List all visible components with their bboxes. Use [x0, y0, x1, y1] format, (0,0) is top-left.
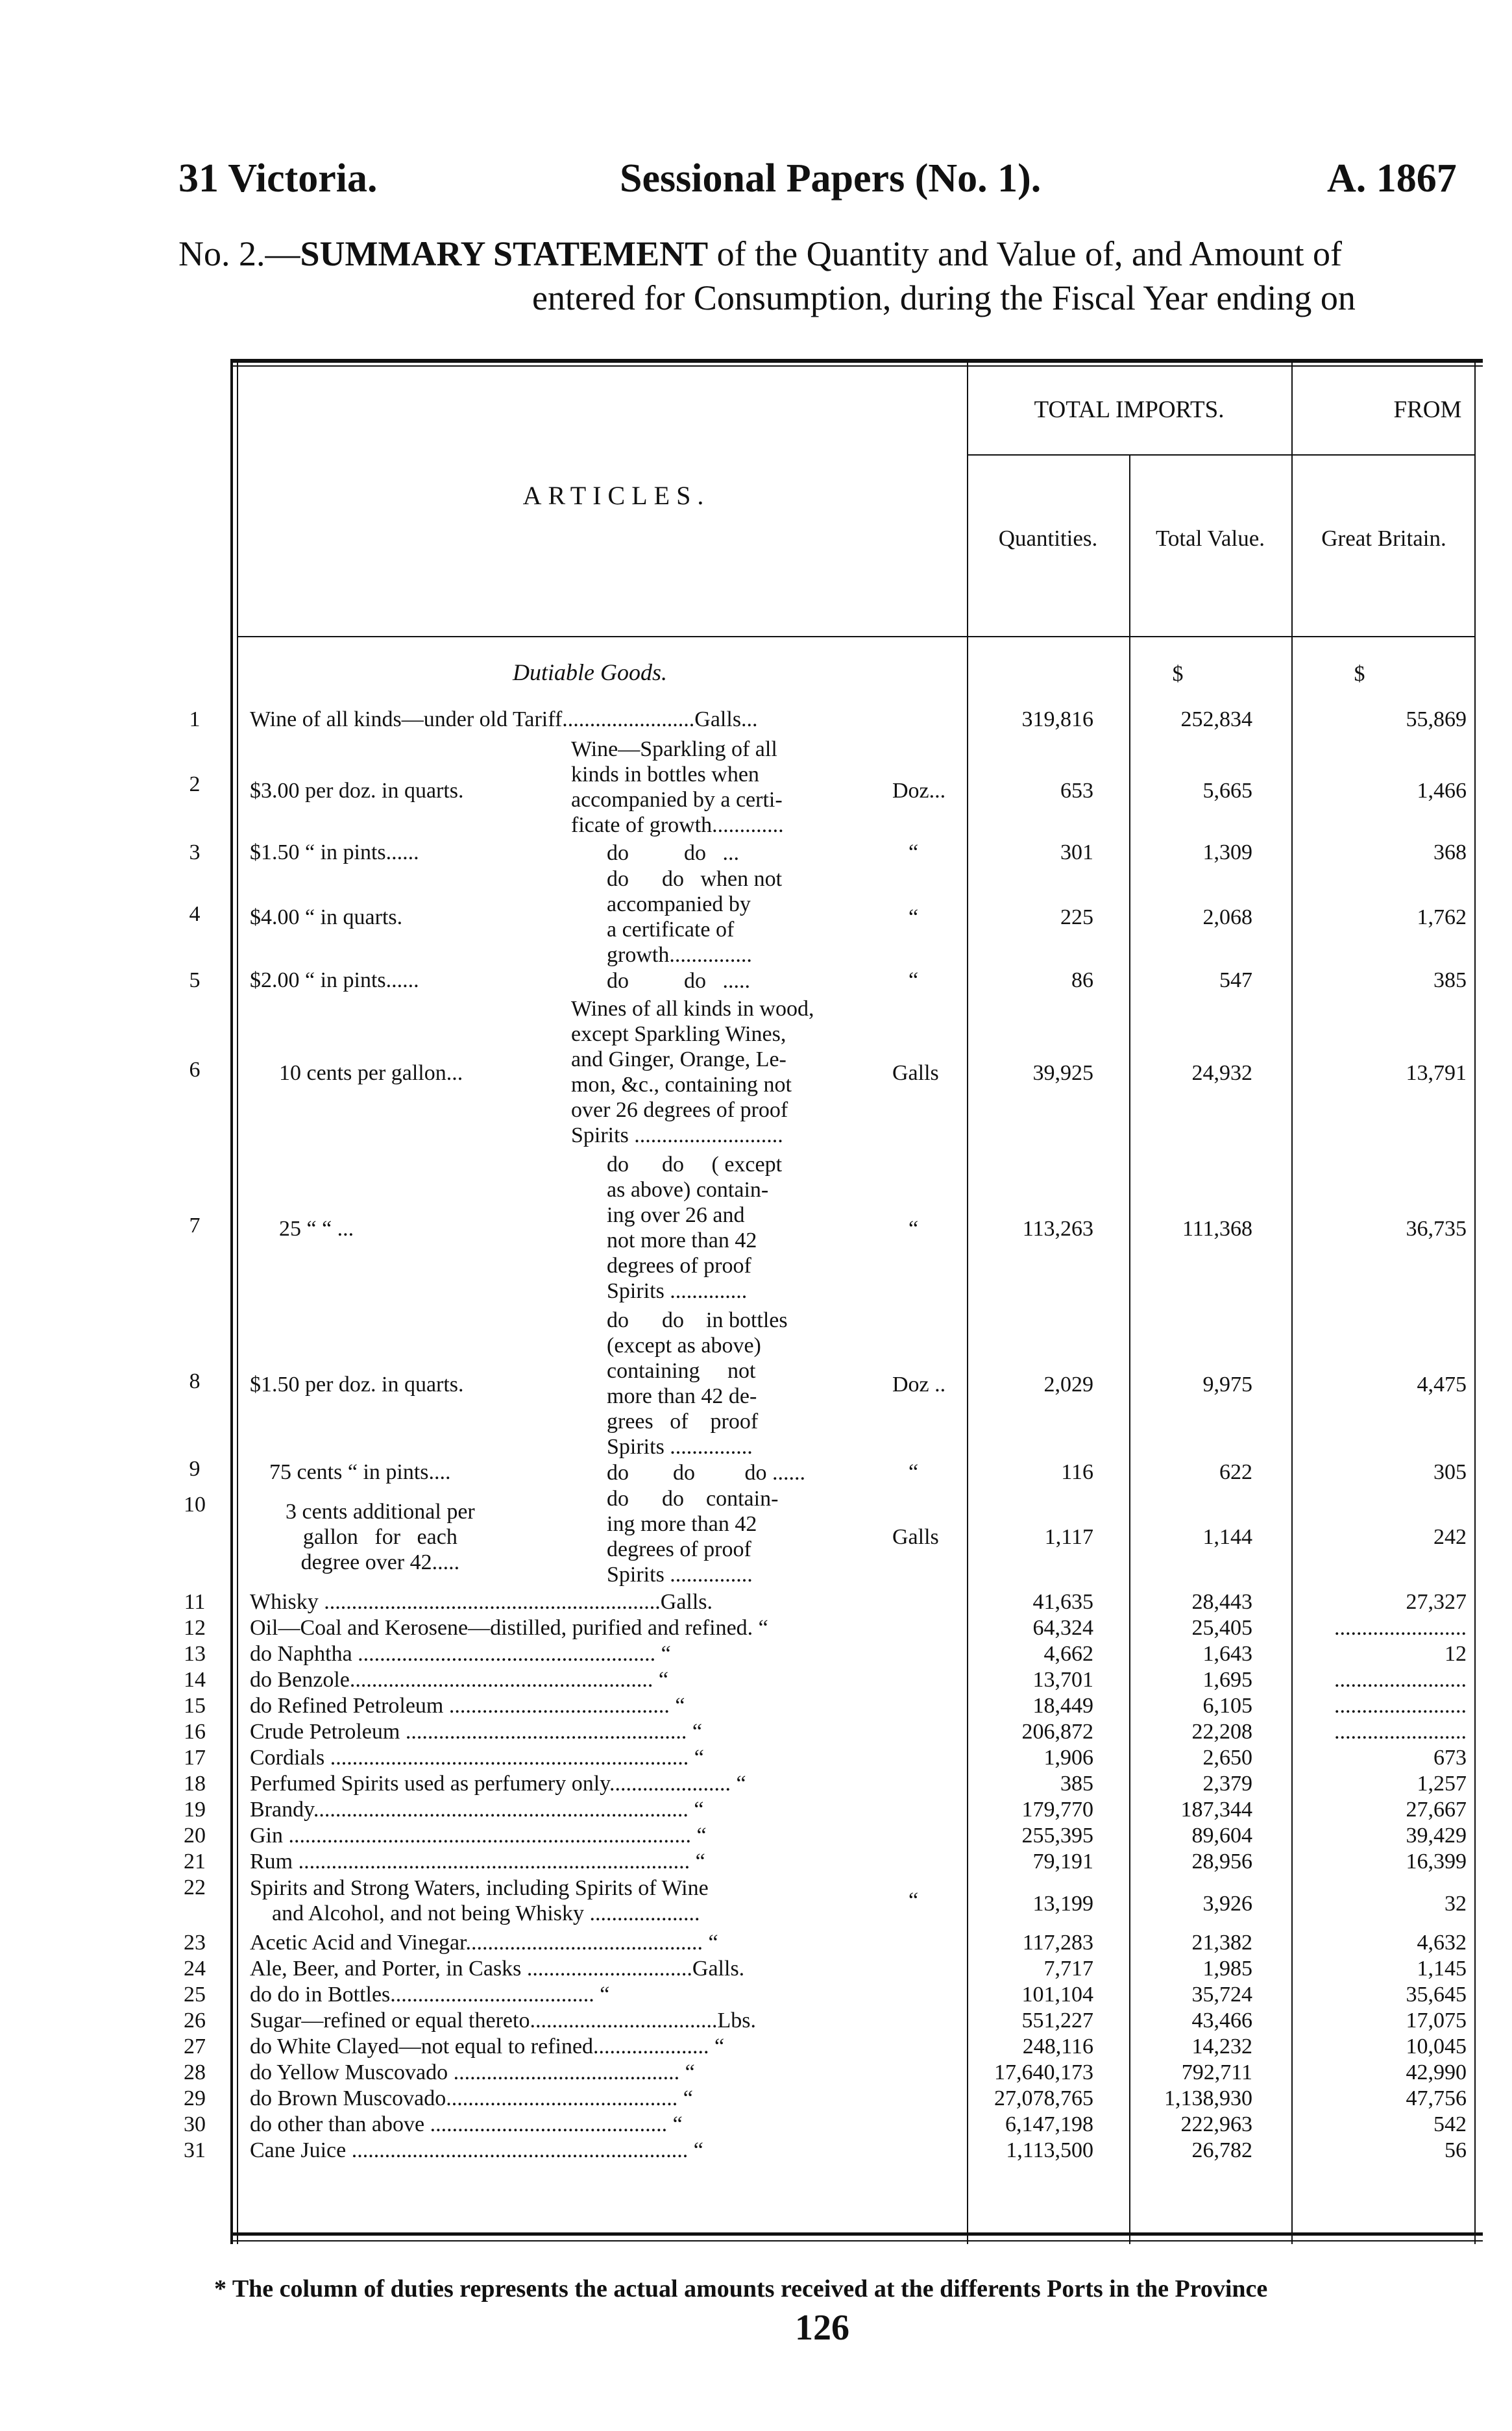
cell-great-britain: ........................	[1334, 1694, 1467, 1718]
cell-great-britain: 42,990	[1406, 2060, 1467, 2084]
cell-total-value: 89,604	[1191, 1824, 1252, 1848]
cell-quantity: 551,227	[1021, 2009, 1093, 2033]
cell-total-value: 22,208	[1191, 1720, 1252, 1744]
cell-great-britain: 36,735	[1406, 1217, 1467, 1241]
cell-quantity: 86	[1071, 968, 1093, 992]
table-bottom-rule	[230, 2232, 1483, 2236]
article-label: 3 cents additional per gallon for each degree over 42.....	[286, 1500, 475, 1574]
article-description: do do contain- ing more than 42 degrees of proof Spirits ...............	[607, 1487, 779, 1587]
col-rule-right	[1474, 359, 1476, 2244]
cell-quantity: 17,640,173	[994, 2060, 1093, 2084]
cell-quantity: 7,717	[1043, 1957, 1093, 1981]
row-number: 2	[189, 772, 201, 796]
row-number: 20	[184, 1824, 206, 1848]
article-unit: “	[908, 905, 919, 929]
col-header-quantities: Quantities.	[998, 526, 1098, 551]
article-label: do Yellow Muscovado ......................................... “	[250, 2060, 695, 2084]
cell-total-value: 43,466	[1191, 2009, 1252, 2033]
row-number: 1	[189, 707, 201, 731]
cell-great-britain: 368	[1433, 840, 1467, 864]
cell-total-value: 1,643	[1202, 1642, 1252, 1666]
article-label: $4.00 “ in quarts.	[250, 905, 403, 929]
cell-quantity: 179,770	[1021, 1798, 1093, 1822]
article-label: 25 “ “ ...	[279, 1217, 354, 1241]
article-label: $1.50 per doz. in quarts.	[250, 1373, 464, 1397]
article-unit: “	[908, 840, 919, 864]
row-number: 7	[189, 1214, 201, 1238]
cell-great-britain: 27,327	[1406, 1590, 1467, 1614]
row-number: 18	[184, 1772, 206, 1796]
cell-total-value: 547	[1219, 968, 1252, 992]
cell-total-value: 222,963	[1180, 2112, 1252, 2136]
cell-quantity: 39,925	[1032, 1061, 1093, 1085]
article-label: Sugar—refined or equal thereto..................................Lbs.	[250, 2009, 756, 2033]
cell-quantity: 1,113,500	[1006, 2138, 1093, 2162]
cell-total-value: 28,443	[1191, 1590, 1252, 1614]
table-title-line1	[178, 234, 1342, 274]
cell-total-value: 111,368	[1182, 1217, 1252, 1241]
cell-quantity: 18,449	[1032, 1694, 1093, 1718]
row-number: 19	[184, 1798, 206, 1822]
article-unit: Doz ..	[892, 1373, 946, 1397]
row-number: 28	[184, 2060, 206, 2084]
running-header-left: 31 Victoria.	[178, 156, 378, 201]
cell-total-value: 187,344	[1180, 1798, 1252, 1822]
cell-total-value: 14,232	[1191, 2034, 1252, 2058]
row-number: 4	[189, 902, 201, 926]
row-number: 23	[184, 1931, 206, 1955]
article-description: do do when not accompanied by a certificate of growth...............	[607, 867, 783, 967]
article-description: do do ( except as above) contain- ing over 26 and not more than 42 degrees of proof Spirits ..............	[607, 1153, 783, 1303]
cell-quantity: 6,147,198	[1005, 2112, 1093, 2136]
row-number: 15	[184, 1694, 206, 1718]
table-top-rule	[230, 359, 1483, 363]
row-number: 11	[184, 1590, 206, 1614]
article-unit: “	[908, 1460, 919, 1484]
row-number: 3	[189, 840, 201, 864]
cell-quantity: 13,199	[1032, 1892, 1093, 1916]
cell-great-britain: 1,466	[1417, 779, 1467, 803]
cell-total-value: 2,650	[1202, 1746, 1252, 1770]
article-label: Ale, Beer, and Porter, in Casks ..............................Galls.	[250, 1957, 745, 1981]
cell-total-value: 1,985	[1202, 1957, 1252, 1981]
cell-total-value: 1,144	[1202, 1525, 1252, 1549]
row-number: 30	[184, 2112, 206, 2136]
article-label: do other than above ........................................... “	[250, 2112, 683, 2136]
article-label: Acetic Acid and Vinegar........................................... “	[250, 1931, 718, 1955]
article-label: Whisky .............................................................Galls.	[250, 1590, 713, 1614]
article-unit: Doz...	[892, 779, 946, 803]
col-rule-qty	[967, 359, 968, 2244]
cell-great-britain: 1,762	[1417, 905, 1467, 929]
cell-great-britain: 55,869	[1406, 707, 1467, 731]
col-rule-val	[1129, 454, 1130, 2244]
table-title-line2: entered for Consumption, during the Fiscal Year ending on	[532, 278, 1356, 317]
cell-great-britain: 1,257	[1417, 1772, 1467, 1796]
cell-quantity: 2,029	[1043, 1373, 1093, 1397]
table-top-rule-thin	[230, 365, 1483, 367]
row-number: 22	[184, 1875, 206, 1900]
row-number: 10	[184, 1493, 206, 1517]
cell-quantity: 79,191	[1032, 1850, 1093, 1874]
cell-total-value: 24,932	[1191, 1061, 1252, 1085]
cell-quantity: 117,283	[1022, 1931, 1093, 1955]
row-number: 26	[184, 2009, 206, 2033]
cell-total-value: 3,926	[1202, 1892, 1252, 1916]
cell-great-britain: 32	[1445, 1892, 1467, 1916]
row-number: 8	[189, 1369, 201, 1393]
cell-great-britain: ........................	[1334, 1720, 1467, 1744]
row-number: 17	[184, 1746, 206, 1770]
article-label: 75 cents “ in pints....	[269, 1460, 451, 1484]
row-number: 6	[189, 1058, 201, 1082]
row-number: 16	[184, 1720, 206, 1744]
article-unit: “	[908, 968, 919, 992]
cell-total-value: 28,956	[1191, 1850, 1252, 1874]
table-bottom-rule-thin	[230, 2240, 1483, 2242]
cell-great-britain: 12	[1445, 1642, 1467, 1666]
cell-great-britain: ........................	[1334, 1668, 1467, 1692]
article-label: Oil—Coal and Kerosene—distilled, purified and refined. “	[250, 1616, 768, 1640]
title-prefix: No. 2.—	[178, 234, 300, 273]
article-label: do Benzole....................................................... “	[250, 1668, 668, 1692]
title-rest: of the Quantity and Value of, and Amount of	[708, 234, 1342, 273]
cell-quantity: 27,078,765	[994, 2086, 1093, 2110]
cell-total-value: 2,068	[1202, 905, 1252, 929]
cell-great-britain: 39,429	[1406, 1824, 1467, 1848]
row-number: 31	[184, 2138, 206, 2162]
cell-quantity: 1,117	[1044, 1525, 1093, 1549]
article-label: Wine of all kinds—under old Tariff........................Galls...	[250, 707, 758, 731]
row-number: 21	[184, 1850, 206, 1874]
cell-great-britain: 305	[1433, 1460, 1467, 1484]
cell-great-britain: 385	[1433, 968, 1467, 992]
article-unit: “	[908, 1217, 919, 1241]
cell-total-value: 25,405	[1191, 1616, 1252, 1640]
row-number: 14	[184, 1668, 206, 1692]
article-unit: Galls	[892, 1525, 939, 1549]
row-number: 29	[184, 2086, 206, 2110]
cell-great-britain: 13,791	[1406, 1061, 1467, 1085]
article-label: do White Clayed—not equal to refined..................... “	[250, 2034, 725, 2058]
cell-quantity: 255,395	[1021, 1824, 1093, 1848]
cell-total-value: 6,105	[1202, 1694, 1252, 1718]
page-number: 126	[795, 2308, 849, 2348]
row-number: 5	[189, 968, 201, 992]
cell-great-britain: 35,645	[1406, 1983, 1467, 2007]
article-label: $2.00 “ in pints......	[250, 968, 419, 992]
cell-quantity: 41,635	[1032, 1590, 1093, 1614]
row-number: 12	[184, 1616, 206, 1640]
cell-total-value: 1,309	[1202, 840, 1252, 864]
article-label: do Refined Petroleum ........................................ “	[250, 1694, 685, 1718]
cell-great-britain: 673	[1433, 1746, 1467, 1770]
article-description: do do do ......	[607, 1461, 805, 1485]
article-label: Brandy.................................................................... “	[250, 1798, 704, 1822]
cell-total-value: 5,665	[1202, 779, 1252, 803]
cell-total-value: 9,975	[1202, 1373, 1252, 1397]
cell-great-britain: 10,045	[1406, 2034, 1467, 2058]
cell-total-value: 35,724	[1191, 1983, 1252, 2007]
article-description: do do ...	[607, 841, 739, 865]
cell-great-britain: 47,756	[1406, 2086, 1467, 2110]
article-label: Perfumed Spirits used as perfumery only...................... “	[250, 1772, 746, 1796]
col-header-total-imports: TOTAL IMPORTS.	[1034, 397, 1225, 423]
header-bottom-rule	[237, 636, 1474, 637]
cell-total-value: 2,379	[1202, 1772, 1252, 1796]
article-unit: “	[908, 1888, 919, 1912]
cell-quantity: 301	[1060, 840, 1093, 864]
article-label: $3.00 per doz. in quarts.	[250, 779, 464, 803]
cell-quantity: 1,906	[1043, 1746, 1093, 1770]
col-rule-gb	[1291, 359, 1293, 2244]
article-label: Cane Juice ............................................................. “	[250, 2138, 703, 2162]
article-label: Rum ....................................................................... “	[250, 1850, 705, 1874]
article-description: do do .....	[607, 969, 750, 993]
col-header-from: FROM	[1393, 397, 1462, 423]
cell-great-britain: 27,667	[1406, 1798, 1467, 1822]
article-label: do do in Bottles..................................... “	[250, 1983, 610, 2007]
article-label: do Naphtha ...................................................... “	[250, 1642, 671, 1666]
row-number: 25	[184, 1983, 206, 2007]
col-header-total-value: Total Value.	[1156, 526, 1265, 551]
currency-gb: $	[1354, 662, 1365, 686]
header-subrule	[967, 454, 1474, 456]
table-left-rule-thin	[237, 359, 238, 2244]
cell-quantity: 225	[1060, 905, 1093, 929]
cell-quantity: 113,263	[1022, 1217, 1093, 1241]
cell-great-britain: 4,632	[1417, 1931, 1467, 1955]
cell-quantity: 248,116	[1022, 2034, 1093, 2058]
article-label: Spirits and Strong Waters, including Spirits of Wine and Alcohol, and not being Whisky ....................	[250, 1876, 709, 1925]
cell-quantity: 64,324	[1032, 1616, 1093, 1640]
cell-great-britain: 4,475	[1417, 1373, 1467, 1397]
running-header-right: A. 1867	[1327, 156, 1457, 201]
row-number: 27	[184, 2034, 206, 2058]
article-label: Crude Petroleum ................................................... “	[250, 1720, 702, 1744]
cell-total-value: 21,382	[1191, 1931, 1252, 1955]
row-number: 24	[184, 1957, 206, 1981]
cell-total-value: 622	[1219, 1460, 1252, 1484]
cell-total-value: 26,782	[1191, 2138, 1252, 2162]
row-number: 9	[189, 1457, 201, 1481]
footnote: * The column of duties represents the actual amounts received at the differents Ports in the Province	[214, 2275, 1268, 2303]
section-label: Dutiable Goods.	[513, 659, 667, 685]
cell-quantity: 653	[1060, 779, 1093, 803]
cell-total-value: 252,834	[1180, 707, 1252, 731]
title-main: SUMMARY STATEMENT	[300, 234, 709, 273]
cell-great-britain: 542	[1433, 2112, 1467, 2136]
cell-great-britain: 1,145	[1417, 1957, 1467, 1981]
cell-total-value: 1,138,930	[1164, 2086, 1252, 2110]
cell-great-britain: 17,075	[1406, 2009, 1467, 2033]
article-label: Gin ......................................................................... “	[250, 1824, 707, 1848]
cell-quantity: 13,701	[1032, 1668, 1093, 1692]
cell-quantity: 385	[1060, 1772, 1093, 1796]
article-description: do do in bottles (except as above) containing not more than 42 de- grees of proof Spirits ...............	[607, 1308, 788, 1459]
article-label: 10 cents per gallon...	[279, 1061, 463, 1085]
cell-quantity: 4,662	[1043, 1642, 1093, 1666]
cell-quantity: 319,816	[1021, 707, 1093, 731]
table-left-rule	[230, 359, 233, 2244]
cell-total-value: 792,711	[1181, 2060, 1252, 2084]
cell-quantity: 116	[1061, 1460, 1093, 1484]
cell-quantity: 206,872	[1021, 1720, 1093, 1744]
currency-value: $	[1172, 662, 1184, 686]
col-header-articles: ARTICLES.	[522, 481, 711, 510]
article-unit: Galls	[892, 1061, 939, 1085]
cell-quantity: 101,104	[1021, 1983, 1093, 2007]
col-header-great-britain: Great Britain.	[1321, 526, 1446, 551]
cell-total-value: 1,695	[1202, 1668, 1252, 1692]
article-label: do Brown Muscovado.......................................... “	[250, 2086, 693, 2110]
article-description: Wine—Sparkling of all kinds in bottles when accompanied by a certi- ficate of growth.............	[571, 737, 784, 837]
cell-great-britain: 16,399	[1406, 1850, 1467, 1874]
article-label: $1.50 “ in pints......	[250, 840, 419, 864]
running-header-center: Sessional Papers (No. 1).	[620, 156, 1042, 201]
article-label: Cordials ................................................................. “	[250, 1746, 704, 1770]
cell-great-britain: 56	[1445, 2138, 1467, 2162]
article-description: Wines of all kinds in wood, except Sparkling Wines, and Ginger, Orange, Le- mon, &c., containing not over 26 degrees of proof Spirits ...........................	[571, 997, 814, 1147]
row-number: 13	[184, 1642, 206, 1666]
cell-great-britain: ........................	[1334, 1616, 1467, 1640]
cell-great-britain: 242	[1433, 1525, 1467, 1549]
